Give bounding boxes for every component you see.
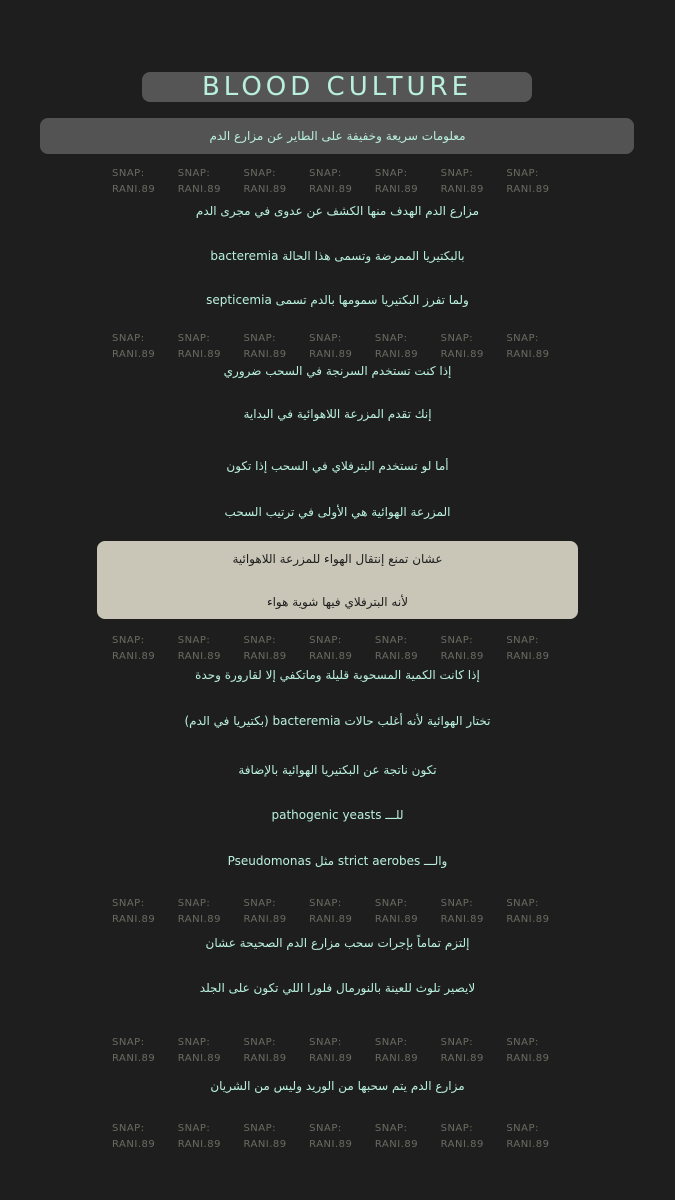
page-title: BLOOD CULTURE: [201, 72, 473, 102]
watermark: SNAP: RANI.89: [506, 1037, 550, 1064]
text-line: تختار الهوائية لأنه أغلب حالات bacteremia (بكتيريا في الدم): [184, 714, 491, 728]
watermark: SNAP: RANI.89: [506, 168, 550, 195]
watermark: SNAP: RANI.89: [309, 635, 353, 662]
watermark: SNAP: RANI.89: [440, 898, 484, 925]
watermark: SNAP: RANI.89: [440, 1037, 484, 1064]
watermark: SNAP: RANI.89: [112, 168, 156, 195]
watermark: SNAP: RANI.89: [309, 333, 353, 360]
text-line: المزرعة الهوائية هي الأولى في ترتيب السحب: [224, 505, 451, 519]
watermark-row: [112, 331, 572, 360]
watermark: SNAP: RANI.89: [243, 1123, 287, 1150]
text-line: إذا كانت الكمية المسحوبة قليلة وماتكفي إلا لقارورة وحدة: [195, 668, 480, 682]
watermark: SNAP: RANI.89: [177, 635, 221, 662]
highlight-line: لأنه البترفلاي فيها شوية هواء: [266, 595, 409, 609]
watermark: SNAP: RANI.89: [374, 1037, 419, 1064]
watermark: SNAP: RANI.89: [243, 635, 287, 662]
watermark: SNAP: RANI.89: [309, 1123, 353, 1150]
watermark: SNAP: RANI.89: [506, 635, 550, 662]
watermark: SNAP: RANI.89: [440, 168, 484, 195]
watermark: SNAP: RANI.89: [374, 898, 419, 925]
highlight-line: عشان تمنع إنتقال الهواء للمزرعة اللاهوائية: [232, 552, 443, 566]
watermark: SNAP: RANI.89: [440, 1123, 484, 1150]
text-line: للـــ pathogenic yeasts: [271, 808, 404, 822]
subtitle: معلومات سريعة وخفيفة على الطاير عن مزارع الدم: [209, 129, 466, 143]
text-line: إنك تقدم المزرعة اللاهوائية في البداية: [243, 407, 432, 421]
watermark: SNAP: RANI.89: [374, 168, 419, 195]
watermark: SNAP: RANI.89: [112, 898, 156, 925]
watermark: SNAP: RANI.89: [177, 168, 221, 195]
watermark: SNAP: RANI.89: [506, 898, 550, 925]
watermark: SNAP: RANI.89: [177, 1123, 221, 1150]
text-line: تكون ناتجة عن البكتيريا الهوائية بالإضافة: [238, 763, 437, 777]
watermark: SNAP: RANI.89: [309, 898, 353, 925]
watermark: SNAP: RANI.89: [506, 333, 550, 360]
watermark: SNAP: RANI.89: [177, 1037, 221, 1064]
text-line: إذا كنت تستخدم السرنجة في السحب ضروري: [223, 364, 452, 378]
watermark: SNAP: RANI.89: [440, 635, 484, 662]
watermark: SNAP: RANI.89: [309, 168, 353, 195]
title-box: [142, 72, 532, 102]
text-line: بالبكتيريا الممرضة وتسمى هذا الحالة bacteremia: [210, 249, 465, 263]
watermark: SNAP: RANI.89: [374, 635, 419, 662]
watermark-row: [112, 896, 572, 925]
watermark: SNAP: RANI.89: [177, 333, 221, 360]
watermark-row: [112, 1121, 572, 1150]
watermark: SNAP: RANI.89: [506, 1123, 550, 1150]
watermark: SNAP: RANI.89: [112, 1123, 156, 1150]
watermark: SNAP: RANI.89: [243, 1037, 287, 1064]
watermark: SNAP: RANI.89: [243, 333, 287, 360]
watermark-row: [112, 633, 572, 662]
text-line: مزارع الدم الهدف منها الكشف عن عدوى في مجرى الدم: [195, 204, 480, 218]
watermark-row: [112, 166, 572, 195]
watermark: SNAP: RANI.89: [243, 898, 287, 925]
watermark: SNAP: RANI.89: [112, 635, 156, 662]
text-line: لايصير تلوث للعينة بالنورمال فلورا اللي تكون على الجلد: [199, 981, 476, 995]
text-line: والـــ strict aerobes مثل Pseudomonas: [227, 854, 448, 868]
text-line: أما لو تستخدم البترفلاي في السحب إذا تكون: [226, 459, 449, 473]
text-line: مزارع الدم يتم سحبها من الوريد وليس من الشريان: [210, 1079, 465, 1093]
watermark-row: [112, 1035, 572, 1064]
watermark: SNAP: RANI.89: [243, 168, 287, 195]
watermark: SNAP: RANI.89: [112, 1037, 156, 1064]
watermark: SNAP: RANI.89: [309, 1037, 353, 1064]
watermark: SNAP: RANI.89: [374, 333, 419, 360]
watermark: SNAP: RANI.89: [374, 1123, 419, 1150]
watermark: SNAP: RANI.89: [112, 333, 156, 360]
watermark: SNAP: RANI.89: [440, 333, 484, 360]
text-line: ولما تفرز البكتيريا سمومها بالدم تسمى septicemia: [206, 293, 469, 307]
text-line: إلتزم تماماً بإجرات سحب مزارع الدم الصحيحة عشان: [205, 936, 470, 950]
watermark: SNAP: RANI.89: [177, 898, 221, 925]
